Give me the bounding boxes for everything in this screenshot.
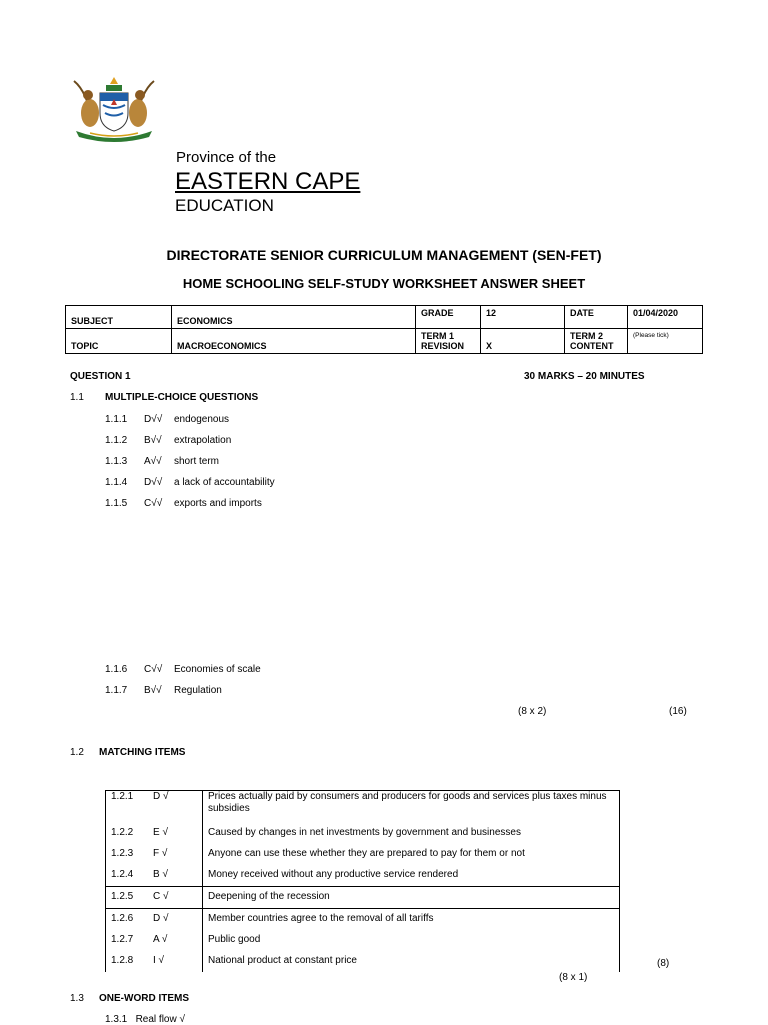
mcq-item-text: short term: [174, 456, 220, 467]
mcq-calc: (8 x 2): [518, 706, 547, 717]
mcq-item-answer: C√√: [144, 664, 163, 675]
matching-heading: MATCHING ITEMS: [99, 747, 186, 758]
matching-item-answer: D √: [148, 791, 203, 823]
matching-row: [106, 886, 620, 908]
mcq-item-text: a lack of accountability: [174, 477, 275, 488]
mcq-total: (16): [669, 706, 687, 717]
matching-item-answer: F √: [148, 844, 203, 865]
worksheet-title: HOME SCHOOLING SELF-STUDY WORKSHEET ANSWER SHEET: [182, 276, 586, 291]
matching-item-text: Member countries agree to the removal of all tariffs: [203, 908, 620, 930]
mcq-item-number: 1.1.7: [105, 685, 128, 696]
matching-row: [106, 844, 620, 865]
matching-item-answer: B √: [148, 865, 203, 887]
matching-number: 1.2: [70, 747, 84, 758]
matching-item-number: 1.2.5: [106, 886, 149, 908]
mcq-item-number: 1.1.2: [105, 435, 128, 446]
matching-item-answer: D √: [148, 908, 203, 930]
directorate-title: DIRECTORATE SENIOR CURRICULUM MANAGEMENT (SEN-FET): [166, 247, 602, 263]
subject-value: ECONOMICS: [172, 306, 416, 329]
matching-item-answer: E √: [148, 823, 203, 844]
topic-label: TOPIC: [66, 329, 172, 354]
matching-item-answer: A √: [148, 930, 203, 951]
please-tick-note: (Please tick): [628, 329, 703, 354]
mcq-item-number: 1.1.6: [105, 664, 128, 675]
matching-item-text: Public good: [203, 930, 620, 951]
mcq-item-text: extrapolation: [174, 435, 232, 446]
matching-item-text: Money received without any productive service rendered: [203, 865, 620, 887]
mcq-number: 1.1: [70, 392, 84, 403]
matching-item-number: 1.2.2: [106, 823, 149, 844]
mcq-item-answer: D√√: [144, 414, 163, 425]
matching-item-text: Caused by changes in net investments by government and businesses: [203, 823, 620, 844]
term1-label: TERM 1 REVISION: [416, 329, 481, 354]
province-of-label: Province of the: [176, 149, 277, 166]
matching-item-number: 1.2.4: [106, 865, 149, 887]
matching-calc: (8 x 1): [559, 972, 588, 983]
matching-item-number: 1.2.7: [106, 930, 149, 951]
coat-of-arms-logo: [70, 73, 158, 143]
topic-value: MACROECONOMICS: [172, 329, 416, 354]
grade-value: 12: [481, 306, 565, 329]
date-value: 01/04/2020: [628, 306, 703, 329]
one-word-number: 1.3: [70, 993, 84, 1004]
mcq-item-answer: A√√: [144, 456, 162, 467]
mcq-item-number: 1.1.3: [105, 456, 128, 467]
mcq-item-answer: D√√: [144, 477, 163, 488]
subject-label: SUBJECT: [66, 306, 172, 329]
question-title: QUESTION 1: [70, 371, 131, 382]
mcq-item-number: 1.1.4: [105, 477, 128, 488]
mcq-item-text: Regulation: [174, 685, 222, 696]
eastern-cape-title: EASTERN CAPE: [175, 168, 361, 195]
matching-item-text: National product at constant price: [203, 951, 620, 972]
mcq-item-text: Economies of scale: [174, 664, 261, 675]
info-table: [65, 305, 703, 354]
matching-row: [106, 930, 620, 951]
grade-label: GRADE: [416, 306, 481, 329]
mcq-item-number: 1.1.1: [105, 414, 128, 425]
matching-item-text: Prices actually paid by consumers and producers for goods and services plus taxes minus subsidies: [203, 791, 620, 823]
term2-label: TERM 2 CONTENT: [565, 329, 628, 354]
matching-row: [106, 823, 620, 844]
matching-table: [105, 790, 620, 972]
education-label: EDUCATION: [175, 196, 274, 215]
mcq-item-answer: B√√: [144, 435, 162, 446]
one-word-heading: ONE-WORD ITEMS: [99, 993, 189, 1004]
one-word-item: 1.3.1 Real flow √: [105, 1014, 185, 1025]
date-label: DATE: [565, 306, 628, 329]
matching-item-number: 1.2.3: [106, 844, 149, 865]
matching-item-text: Deepening of the recession: [203, 886, 620, 908]
matching-row: [106, 791, 620, 823]
matching-item-number: 1.2.1: [106, 791, 149, 823]
mcq-item-text: endogenous: [174, 414, 230, 425]
mcq-heading: MULTIPLE-CHOICE QUESTIONS: [105, 392, 259, 403]
matching-row: [106, 865, 620, 887]
matching-item-answer: I √: [148, 951, 203, 972]
mcq-item-text: exports and imports: [174, 498, 262, 509]
mcq-item-answer: B√√: [144, 685, 162, 696]
matching-item-text: Anyone can use these whether they are prepared to pay for them or not: [203, 844, 620, 865]
mcq-item-number: 1.1.5: [105, 498, 128, 509]
term1-tick: X: [481, 329, 565, 354]
matching-row: [106, 908, 620, 930]
matching-row: [106, 951, 620, 972]
matching-item-number: 1.2.8: [106, 951, 149, 972]
question-marks: 30 MARKS – 20 MINUTES: [524, 371, 645, 382]
mcq-item-answer: C√√: [144, 498, 163, 509]
matching-item-number: 1.2.6: [106, 908, 149, 930]
matching-item-answer: C √: [148, 886, 203, 908]
matching-total: (8): [657, 958, 670, 969]
